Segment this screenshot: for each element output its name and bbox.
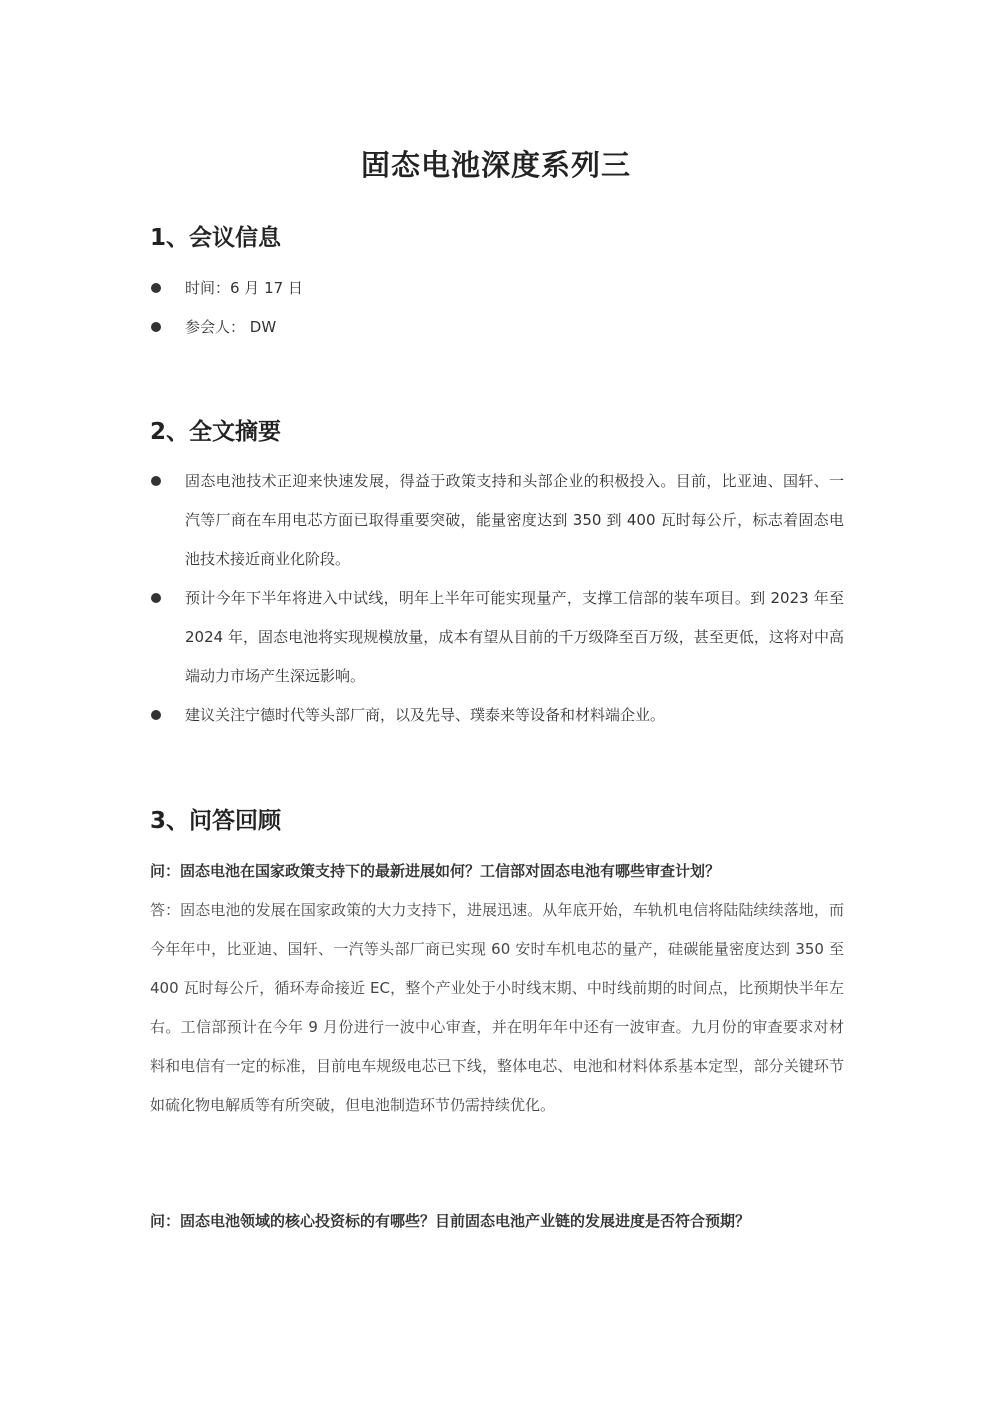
document-title: 固态电池深度系列三 (360, 148, 631, 182)
summary-item-text: 预计今年下半年将进入中试线，明年上半年可能实现量产，支撑工信部的装车项目。到 2023 年至 2024 年，固态电池将实现规模放量，成本有望从目前的千万级降至百万级，甚至更低，这将对中高端动力市场产生深远影响。 (185, 589, 844, 685)
list-item (150, 696, 844, 735)
qa-block-2 (150, 1202, 844, 1241)
summary-list (150, 462, 844, 735)
meeting-time: 时间：6 月 17 日 (185, 279, 303, 297)
meeting-info-list (150, 269, 844, 347)
list-item (150, 308, 844, 347)
section-heading-meeting-info: 1、会议信息 (150, 225, 282, 251)
bullet-icon (151, 593, 161, 603)
list-item (150, 579, 844, 696)
bullet-icon (151, 710, 161, 720)
summary-item-text: 固态电池技术正迎来快速发展，得益于政策支持和头部企业的积极投入。目前，比亚迪、国轩、一汽等厂商在车用电芯方面已取得重要突破，能量密度达到 350 到 400 瓦时每公斤，标志着固态电池技术接近商业化阶段。 (185, 472, 844, 568)
bullet-icon (151, 322, 161, 332)
bullet-icon (151, 476, 161, 486)
section-heading-qa: 3、问答回顾 (150, 808, 282, 834)
question-text: 问：固态电池在国家政策支持下的最新进展如何？工信部对固态电池有哪些审查计划？ (150, 862, 721, 880)
question-text: 问：固态电池领域的核心投资标的有哪些？目前固态电池产业链的发展进度是否符合预期？ (150, 1212, 751, 1230)
answer-text: 答：固态电池的发展在国家政策的大力支持下，进展迅速。从年底开始，车轨机电信将陆陆续续落地，而今年年中，比亚迪、国轩、一汽等头部厂商已实现 60 安时车机电芯的量产，硅碳能量密度达到 350 至 400 瓦时每公斤，循环寿命接近 EC，整个产业处于小时线末期、中时线前期的时间点，比预期快半年左右。工信部预计在今年 9 月份进行一波中心审查，并在明年年中还有一波审查。九月份的审查要求对材料和电信有一定的标准，目前电车规级电芯已下线，整体电芯、电池和材料体系基本定型，部分关键环节如硫化物电解质等有所突破，但电池制造环节仍需持续优化。 (150, 901, 844, 1114)
qa-block-1 (150, 852, 844, 1125)
bullet-icon (151, 283, 161, 293)
meeting-attendees: 参会人： DW (185, 318, 277, 336)
list-item (150, 462, 844, 579)
summary-item-text: 建议关注宁德时代等头部厂商，以及先导、璞泰来等设备和材料端企业。 (185, 706, 666, 724)
list-item (150, 269, 844, 308)
section-heading-summary: 2、全文摘要 (150, 419, 282, 445)
